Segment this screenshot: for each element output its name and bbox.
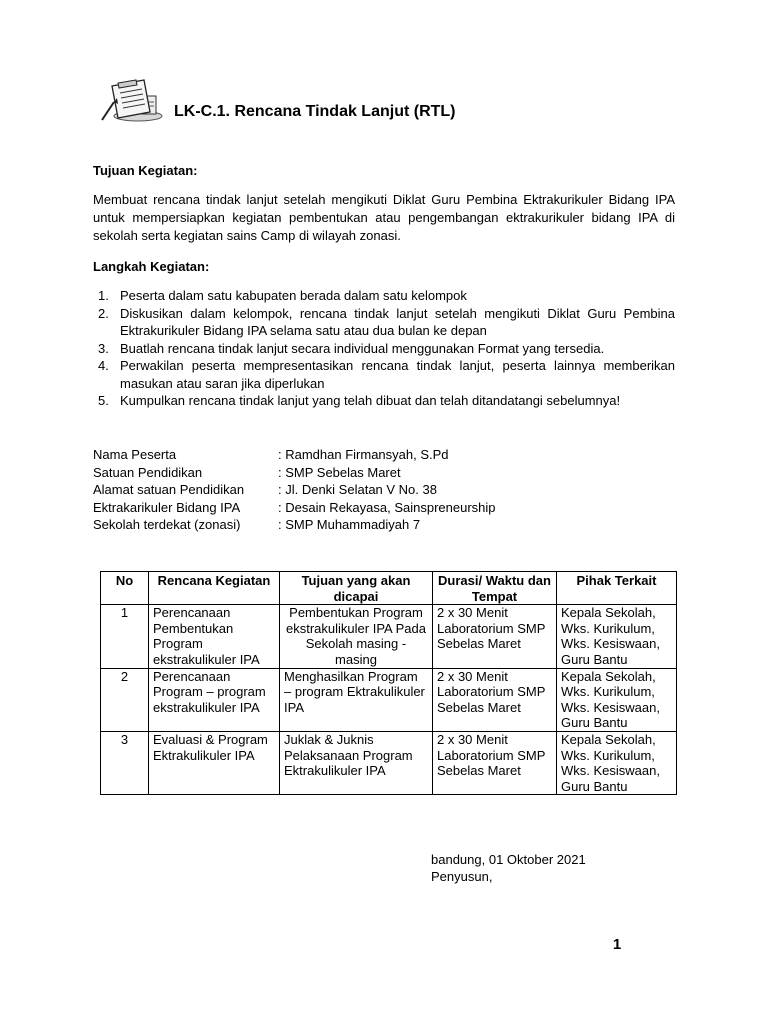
header-no: No	[101, 572, 149, 605]
rtl-table	[100, 571, 677, 795]
langkah-item: 1. Peserta dalam satu kabupaten berada dalam satu kelompok	[98, 288, 467, 303]
langkah-item: 2. Diskusikan dalam kelompok, rencana tindak lanjut setelah mengikuti Diklat Guru Pembina Ektrakurikuler Bidang IPA selama satu atau dua bulan ke depan	[98, 305, 675, 338]
header-rencana: Rencana Kegiatan	[149, 572, 280, 605]
tujuan-paragraph: Membuat rencana tindak lanjut setelah mengikuti Diklat Guru Pembina Ektrakurikuler Bidang IPA untuk mempersiapkan kegiatan pembentukan atau pengembangan ektrakurikuler bidang IPA di sekolah serta kegiatan sains Camp di wilayah zonasi.	[93, 192, 675, 243]
langkah-list	[93, 287, 675, 410]
table-header-row	[101, 572, 677, 605]
tujuan-heading: Tujuan Kegiatan:	[93, 163, 198, 178]
info-row: Nama Peserta : Ramdhan Firmansyah, S.Pd	[93, 447, 449, 462]
table-row: 2 Perencanaan Program – program ekstrakulikuler IPA Menghasilkan Program – program Ektrakulikuler IPA 2 x 30 Menit Laboratorium SMP Sebelas Maret Kepala Sekolah, Wks. Kurikulum, Wks. Kesiswaan, Guru Bantu	[101, 668, 677, 731]
participant-info	[93, 446, 496, 534]
info-row: Satuan Pendidikan : SMP Sebelas Maret	[93, 464, 401, 480]
langkah-item: 3. Buatlah rencana tindak lanjut secara individual menggunakan Format yang tersedia.	[98, 340, 605, 356]
langkah-item: 4. Perwakilan peserta mempresentasikan rencana tindak lanjut, peserta lainnya memberikan masukan atau saran jika diperlukan	[98, 358, 675, 391]
page-number: 1	[612, 936, 622, 953]
header-pihak: Pihak Terkait	[557, 572, 677, 605]
page-title: LK-C.1. Rencana Tindak Lanjut (RTL)	[174, 103, 456, 120]
table-row: 3 Evaluasi & Program Ektrakulikuler IPA Juklak & Juknis Pelaksanaan Program Ektrakulikuler IPA 2 x 30 Menit Laboratorium SMP Sebelas Maret Kepala Sekolah, Wks. Kurikulum, Wks. Kesiswaan, Guru Bantu	[101, 731, 677, 794]
table-row: 1 Perencanaan Pembentukan Program ekstrakulikuler IPA Pembentukan Program ekstrakulikuler IPA Pada Sekolah masing - masing 2 x 30 Menit Laboratorium SMP Sebelas Maret Kepala Sekolah, Wks. Kurikulum, Wks. Kesiswaan, Guru Bantu	[101, 605, 677, 668]
signature-role: Penyusun,	[431, 869, 493, 884]
info-row: Ektrakarikuler Bidang IPA : Desain Rekayasa, Sainspreneurship	[93, 499, 496, 515]
signature-place-date: bandung, 01 Oktober 2021	[431, 852, 586, 867]
info-row: Alamat satuan Pendidikan : Jl. Denki Selatan V No. 38	[93, 482, 437, 497]
langkah-item: 5. Kumpulkan rencana tindak lanjut yang telah dibuat dan telah ditandatangi sebelumnya!	[98, 393, 621, 408]
document-clipboard-icon	[98, 76, 166, 124]
info-row: Sekolah terdekat (zonasi) : SMP Muhammadiyah 7	[93, 517, 421, 532]
header-durasi: Durasi/ Waktu dan Tempat	[433, 572, 557, 605]
signature-block	[431, 851, 586, 885]
langkah-heading: Langkah Kegiatan:	[93, 259, 210, 274]
header-tujuan: Tujuan yang akan dicapai	[280, 572, 433, 605]
